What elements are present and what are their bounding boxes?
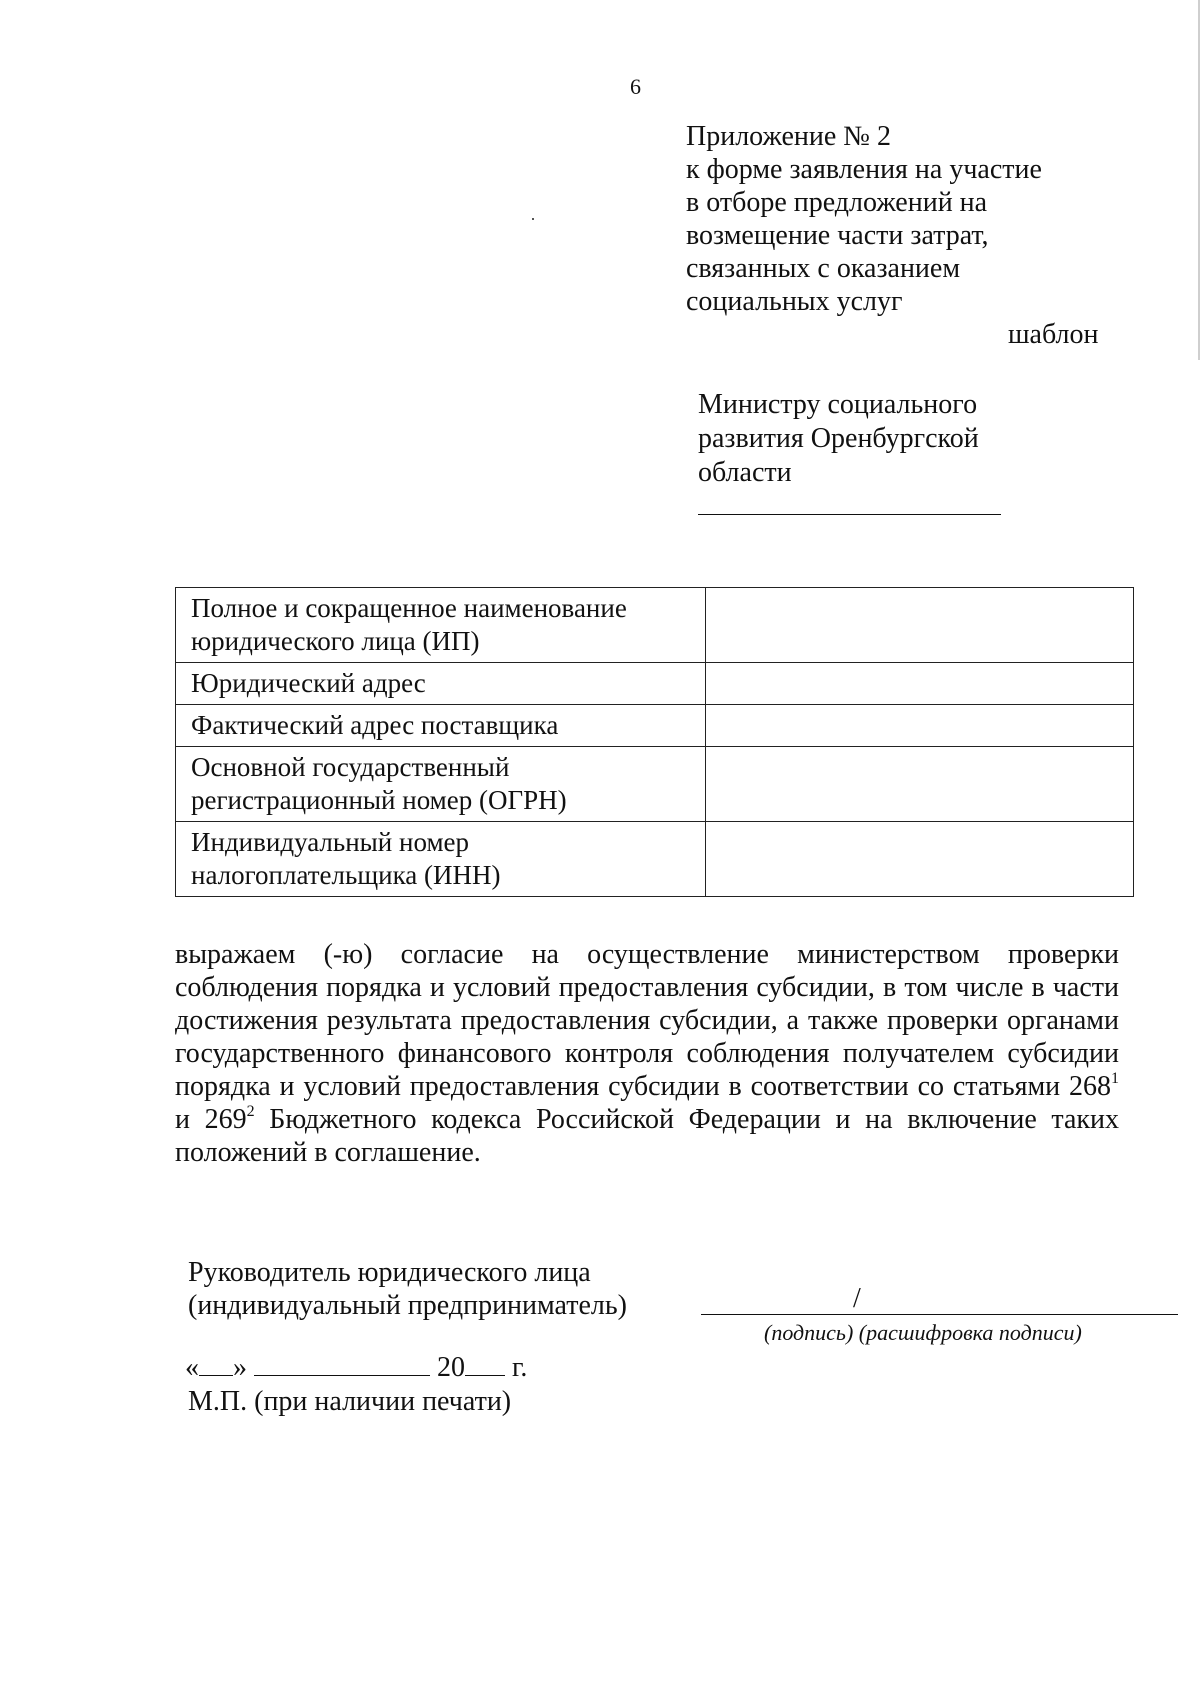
superscript: 1 xyxy=(1111,1069,1119,1087)
consent-text: Бюджетного кодекса Российской Федерации и на включение таких положений в соглашение. xyxy=(175,1104,1120,1168)
row-label: Полное и сокращенное наименование юридического лица (ИП) xyxy=(176,588,706,663)
close-quote: » xyxy=(233,1352,247,1383)
year-blank[interactable] xyxy=(465,1351,505,1376)
appendix-line: социальных услуг xyxy=(686,286,903,317)
addressee-line: области xyxy=(698,457,792,488)
addressee-blank-line xyxy=(698,514,1001,515)
year-prefix: 20 xyxy=(437,1352,465,1383)
row-label: Основной государственный регистрационный номер (ОГРН) xyxy=(176,747,706,822)
signature-caption: (подпись) (расшифровка подписи) xyxy=(764,1320,1082,1345)
signatory-title xyxy=(188,1256,627,1322)
addressee xyxy=(698,388,1018,490)
appendix-line: возмещение части затрат, xyxy=(686,220,989,251)
signature-separator: / xyxy=(853,1283,861,1314)
appendix-line: в отборе предложений на xyxy=(686,187,988,218)
month-blank[interactable] xyxy=(254,1351,430,1376)
appendix-line: к форме заявления на участие xyxy=(686,154,1042,185)
day-blank[interactable] xyxy=(199,1351,233,1376)
row-value[interactable] xyxy=(705,747,1133,822)
addressee-line: Министру социального xyxy=(698,389,978,420)
appendix-header xyxy=(686,120,1106,318)
row-value[interactable] xyxy=(705,663,1133,705)
superscript: 2 xyxy=(246,1102,255,1120)
template-mark: шаблон xyxy=(1008,319,1099,350)
page-number: 6 xyxy=(630,74,641,99)
row-label: Индивидуальный номер налогоплательщика (ИНН) xyxy=(176,822,706,897)
consent-paragraph xyxy=(175,938,1119,1169)
applicant-info-table xyxy=(175,587,1134,897)
signature-line[interactable] xyxy=(701,1314,1178,1315)
year-suffix: г. xyxy=(512,1352,528,1383)
signatory-line: Руководитель юридического лица xyxy=(188,1257,591,1288)
scan-dot xyxy=(532,218,534,220)
signatory-line: (индивидуальный предприниматель) xyxy=(188,1290,627,1321)
appendix-line: Приложение № 2 xyxy=(686,121,891,152)
consent-text: и 269 xyxy=(175,1104,247,1135)
row-value[interactable] xyxy=(705,705,1133,747)
row-label: Фактический адрес поставщика xyxy=(176,705,706,747)
row-value[interactable] xyxy=(705,588,1133,663)
table-row xyxy=(176,747,1134,822)
table-row xyxy=(176,588,1134,663)
consent-text: выражаем (-ю) согласие на осуществление министерством проверки соблюдения порядка и условий предоставления субсидии, в том числе в части достижения результата предоставления субсидии, а также проверки органами государственного финансового контроля соблюдения получателем субсидии порядка и условий предоставления субсидии в соответствии со статьями 268 xyxy=(175,939,1119,1102)
table-row xyxy=(176,822,1134,897)
addressee-line: развития Оренбургской xyxy=(698,423,979,454)
table-row xyxy=(176,705,1134,747)
row-label: Юридический адрес xyxy=(176,663,706,705)
table-row xyxy=(176,663,1134,705)
open-quote: « xyxy=(185,1352,199,1383)
date-line xyxy=(185,1351,527,1384)
row-value[interactable] xyxy=(705,822,1133,897)
seal-note: М.П. (при наличии печати) xyxy=(188,1386,512,1417)
appendix-line: связанных с оказанием xyxy=(686,253,961,284)
